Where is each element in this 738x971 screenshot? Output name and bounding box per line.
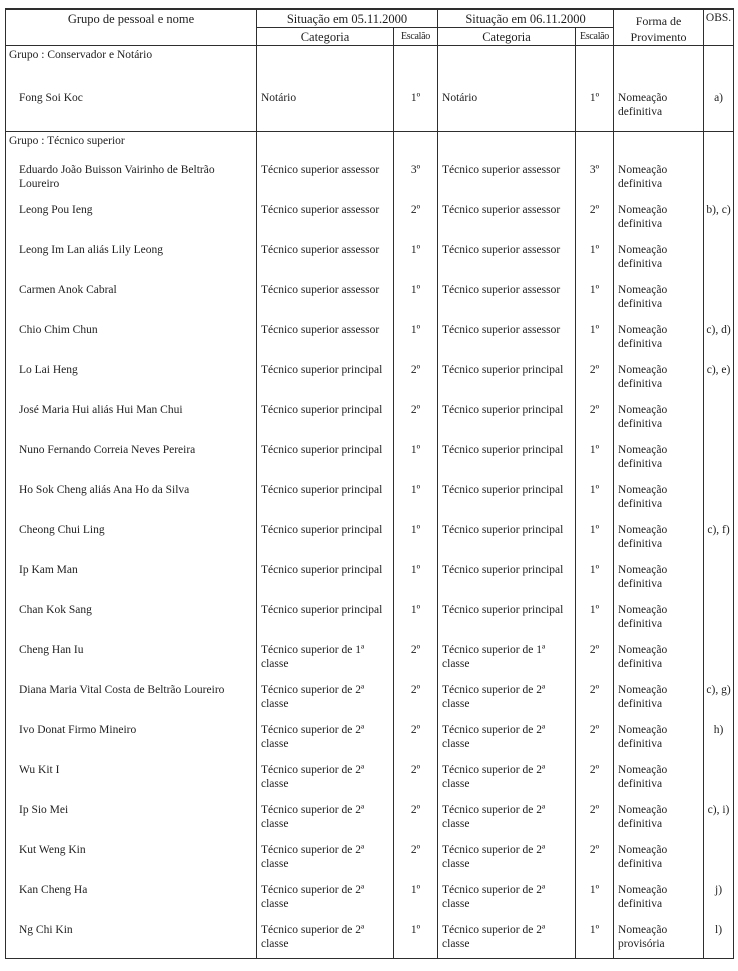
cat1-cell: Técnico superior principal — [257, 439, 394, 479]
forma-cell: Nomeação definitiva — [614, 519, 704, 559]
table-row — [6, 319, 734, 359]
personnel-table — [5, 8, 734, 959]
cat2-cell: Técnico superior assessor — [438, 239, 576, 279]
header-group-name: Grupo de pessoal e nome — [6, 9, 257, 46]
cat1-cell: Técnico superior principal — [257, 359, 394, 399]
table-row — [6, 479, 734, 519]
cat1-cell: Técnico superior de 2ª classe — [257, 799, 394, 839]
empty-cell — [394, 46, 438, 65]
obs-cell: c), e) — [704, 359, 734, 399]
esc1-cell: 2º — [394, 719, 438, 759]
forma-cell: Nomeação definitiva — [614, 319, 704, 359]
esc2-cell: 2º — [576, 839, 614, 879]
esc1-cell: 1º — [394, 559, 438, 599]
cat1-cell: Técnico superior assessor — [257, 279, 394, 319]
esc2-cell: 2º — [576, 759, 614, 799]
cat2-cell: Técnico superior de 1ª classe — [438, 639, 576, 679]
cat1-cell: Técnico superior principal — [257, 559, 394, 599]
esc2-cell: 1º — [576, 519, 614, 559]
obs-cell — [704, 839, 734, 879]
table-row — [6, 399, 734, 439]
esc1-cell: 2º — [394, 639, 438, 679]
forma-cell: Nomeação definitiva — [614, 439, 704, 479]
empty-cell — [576, 46, 614, 65]
obs-cell: c), d) — [704, 319, 734, 359]
cat1-cell: Técnico superior principal — [257, 519, 394, 559]
empty-cell — [438, 46, 576, 65]
name-cell: Diana Maria Vital Costa de Beltrão Loureiro — [6, 679, 257, 719]
obs-cell — [704, 759, 734, 799]
cat1-cell: Técnico superior de 2ª classe — [257, 719, 394, 759]
cat1-cell: Notário — [257, 65, 394, 132]
group-header-row — [6, 46, 734, 65]
forma-cell: Nomeação definitiva — [614, 679, 704, 719]
table-row — [6, 639, 734, 679]
cat2-cell: Notário — [438, 65, 576, 132]
table-row — [6, 359, 734, 399]
header-forma-line1: Forma de — [635, 14, 682, 28]
esc1-cell: 3º — [394, 151, 438, 199]
header-situacao-06: Situação em 06.11.2000 — [438, 9, 614, 28]
name-cell: Fong Soi Koc — [6, 65, 257, 132]
obs-cell: b), c) — [704, 199, 734, 239]
forma-cell: Nomeação definitiva — [614, 759, 704, 799]
obs-cell: h) — [704, 719, 734, 759]
name-cell: Lo Lai Heng — [6, 359, 257, 399]
cat2-cell: Técnico superior de 2ª classe — [438, 719, 576, 759]
name-cell: Ivo Donat Firmo Mineiro — [6, 719, 257, 759]
header-categoria-06: Categoria — [438, 28, 576, 46]
empty-cell — [438, 132, 576, 151]
esc2-cell: 1º — [576, 65, 614, 132]
cat1-cell: Técnico superior assessor — [257, 199, 394, 239]
esc2-cell: 1º — [576, 319, 614, 359]
esc2-cell: 1º — [576, 879, 614, 919]
name-cell: Nuno Fernando Correia Neves Pereira — [6, 439, 257, 479]
cat2-cell: Técnico superior de 2ª classe — [438, 799, 576, 839]
cat2-cell: Técnico superior de 2ª classe — [438, 919, 576, 959]
cat2-cell: Técnico superior de 2ª classe — [438, 679, 576, 719]
table-row — [6, 799, 734, 839]
forma-cell: Nomeação definitiva — [614, 239, 704, 279]
esc2-cell: 1º — [576, 479, 614, 519]
esc2-cell: 2º — [576, 679, 614, 719]
obs-cell — [704, 639, 734, 679]
esc1-cell: 1º — [394, 479, 438, 519]
obs-cell: a) — [704, 65, 734, 132]
cat1-cell: Técnico superior principal — [257, 399, 394, 439]
obs-cell: c), f) — [704, 519, 734, 559]
esc2-cell: 1º — [576, 279, 614, 319]
name-cell: Leong Im Lan aliás Lily Leong — [6, 239, 257, 279]
esc1-cell: 1º — [394, 319, 438, 359]
header-obs: OBS. — [704, 9, 734, 46]
cat1-cell: Técnico superior assessor — [257, 319, 394, 359]
name-cell: Wu Kit I — [6, 759, 257, 799]
obs-cell: l) — [704, 919, 734, 959]
cat2-cell: Técnico superior de 2ª classe — [438, 759, 576, 799]
header-situacao-05: Situação em 05.11.2000 — [257, 9, 438, 28]
name-cell: Ng Chi Kin — [6, 919, 257, 959]
table-row — [6, 679, 734, 719]
cat2-cell: Técnico superior principal — [438, 559, 576, 599]
empty-cell — [576, 132, 614, 151]
empty-cell — [704, 46, 734, 65]
cat1-cell: Técnico superior de 2ª classe — [257, 679, 394, 719]
forma-cell: Nomeação definitiva — [614, 279, 704, 319]
table-row — [6, 599, 734, 639]
obs-cell — [704, 151, 734, 199]
esc1-cell: 1º — [394, 879, 438, 919]
name-cell: Cheong Chui Ling — [6, 519, 257, 559]
esc2-cell: 1º — [576, 919, 614, 959]
esc1-cell: 1º — [394, 439, 438, 479]
table-row — [6, 439, 734, 479]
esc2-cell: 1º — [576, 439, 614, 479]
group-header-row — [6, 132, 734, 151]
table-row — [6, 239, 734, 279]
cat2-cell: Técnico superior principal — [438, 359, 576, 399]
table-row — [6, 719, 734, 759]
header-forma-provimento — [614, 9, 704, 46]
forma-cell: Nomeação definitiva — [614, 719, 704, 759]
cat1-cell: Técnico superior principal — [257, 479, 394, 519]
forma-cell: Nomeação definitiva — [614, 399, 704, 439]
empty-cell — [257, 132, 394, 151]
name-cell: Eduardo João Buisson Vairinho de Beltrão Loureiro — [6, 151, 257, 199]
esc2-cell: 2º — [576, 639, 614, 679]
name-cell: Ip Sio Mei — [6, 799, 257, 839]
cat1-cell: Técnico superior assessor — [257, 151, 394, 199]
personnel-table-body — [6, 46, 734, 959]
esc1-cell: 2º — [394, 679, 438, 719]
esc2-cell: 2º — [576, 359, 614, 399]
esc2-cell: 1º — [576, 239, 614, 279]
table-row — [6, 879, 734, 919]
table-row — [6, 199, 734, 239]
name-cell: Chio Chim Chun — [6, 319, 257, 359]
forma-cell: Nomeação definitiva — [614, 879, 704, 919]
forma-cell: Nomeação definitiva — [614, 479, 704, 519]
empty-cell — [394, 132, 438, 151]
empty-cell — [614, 46, 704, 65]
cat2-cell: Técnico superior de 2ª classe — [438, 839, 576, 879]
name-cell: Ip Kam Man — [6, 559, 257, 599]
esc1-cell: 2º — [394, 799, 438, 839]
cat2-cell: Técnico superior principal — [438, 519, 576, 559]
cat1-cell: Técnico superior de 1ª classe — [257, 639, 394, 679]
cat2-cell: Técnico superior principal — [438, 399, 576, 439]
obs-cell — [704, 479, 734, 519]
forma-cell: Nomeação definitiva — [614, 359, 704, 399]
obs-cell — [704, 439, 734, 479]
forma-cell: Nomeação definitiva — [614, 559, 704, 599]
esc1-cell: 1º — [394, 919, 438, 959]
cat1-cell: Técnico superior principal — [257, 599, 394, 639]
header-forma-line2: Provimento — [630, 29, 687, 44]
cat2-cell: Técnico superior principal — [438, 479, 576, 519]
esc2-cell: 2º — [576, 399, 614, 439]
cat2-cell: Técnico superior assessor — [438, 199, 576, 239]
group-label: Grupo : Técnico superior — [6, 132, 257, 151]
name-cell: Ho Sok Cheng aliás Ana Ho da Silva — [6, 479, 257, 519]
obs-cell — [704, 279, 734, 319]
obs-cell — [704, 599, 734, 639]
esc1-cell: 2º — [394, 199, 438, 239]
forma-cell: Nomeação definitiva — [614, 65, 704, 132]
esc2-cell: 3º — [576, 151, 614, 199]
name-cell: Chan Kok Sang — [6, 599, 257, 639]
cat2-cell: Técnico superior assessor — [438, 151, 576, 199]
obs-cell — [704, 399, 734, 439]
table-row — [6, 919, 734, 959]
obs-cell: j) — [704, 879, 734, 919]
group-label: Grupo : Conservador e Notário — [6, 46, 257, 65]
obs-cell: c), g) — [704, 679, 734, 719]
cat1-cell: Técnico superior de 2ª classe — [257, 879, 394, 919]
esc2-cell: 1º — [576, 599, 614, 639]
esc2-cell: 2º — [576, 719, 614, 759]
esc2-cell: 1º — [576, 559, 614, 599]
esc1-cell: 1º — [394, 239, 438, 279]
table-row — [6, 839, 734, 879]
esc1-cell: 2º — [394, 399, 438, 439]
header-categoria-05: Categoria — [257, 28, 394, 46]
name-cell: Cheng Han Iu — [6, 639, 257, 679]
table-row — [6, 559, 734, 599]
cat2-cell: Técnico superior de 2ª classe — [438, 879, 576, 919]
forma-cell: Nomeação definitiva — [614, 199, 704, 239]
name-cell: Kan Cheng Ha — [6, 879, 257, 919]
forma-cell: Nomeação provisória — [614, 919, 704, 959]
cat2-cell: Técnico superior assessor — [438, 319, 576, 359]
name-cell: José Maria Hui aliás Hui Man Chui — [6, 399, 257, 439]
table-row — [6, 759, 734, 799]
table-row — [6, 279, 734, 319]
esc1-cell: 1º — [394, 279, 438, 319]
table-header — [6, 9, 734, 46]
cat2-cell: Técnico superior principal — [438, 599, 576, 639]
esc1-cell: 1º — [394, 599, 438, 639]
esc2-cell: 2º — [576, 199, 614, 239]
esc1-cell: 2º — [394, 759, 438, 799]
forma-cell: Nomeação definitiva — [614, 599, 704, 639]
esc1-cell: 1º — [394, 65, 438, 132]
esc1-cell: 1º — [394, 519, 438, 559]
table-row — [6, 519, 734, 559]
cat1-cell: Técnico superior assessor — [257, 239, 394, 279]
empty-cell — [704, 132, 734, 151]
obs-cell — [704, 559, 734, 599]
esc1-cell: 2º — [394, 839, 438, 879]
esc1-cell: 2º — [394, 359, 438, 399]
table-row — [6, 65, 734, 132]
cat2-cell: Técnico superior principal — [438, 439, 576, 479]
obs-cell: c), i) — [704, 799, 734, 839]
forma-cell: Nomeação definitiva — [614, 839, 704, 879]
empty-cell — [257, 46, 394, 65]
forma-cell: Nomeação definitiva — [614, 639, 704, 679]
cat1-cell: Técnico superior de 2ª classe — [257, 759, 394, 799]
name-cell: Kut Weng Kin — [6, 839, 257, 879]
table-row — [6, 151, 734, 199]
header-escalao-06: Escalão — [576, 28, 614, 46]
forma-cell: Nomeação definitiva — [614, 151, 704, 199]
cat1-cell: Técnico superior de 2ª classe — [257, 919, 394, 959]
forma-cell: Nomeação definitiva — [614, 799, 704, 839]
cat2-cell: Técnico superior assessor — [438, 279, 576, 319]
cat1-cell: Técnico superior de 2ª classe — [257, 839, 394, 879]
name-cell: Carmen Anok Cabral — [6, 279, 257, 319]
empty-cell — [614, 132, 704, 151]
header-escalao-05: Escalão — [394, 28, 438, 46]
name-cell: Leong Pou Ieng — [6, 199, 257, 239]
obs-cell — [704, 239, 734, 279]
esc2-cell: 2º — [576, 799, 614, 839]
